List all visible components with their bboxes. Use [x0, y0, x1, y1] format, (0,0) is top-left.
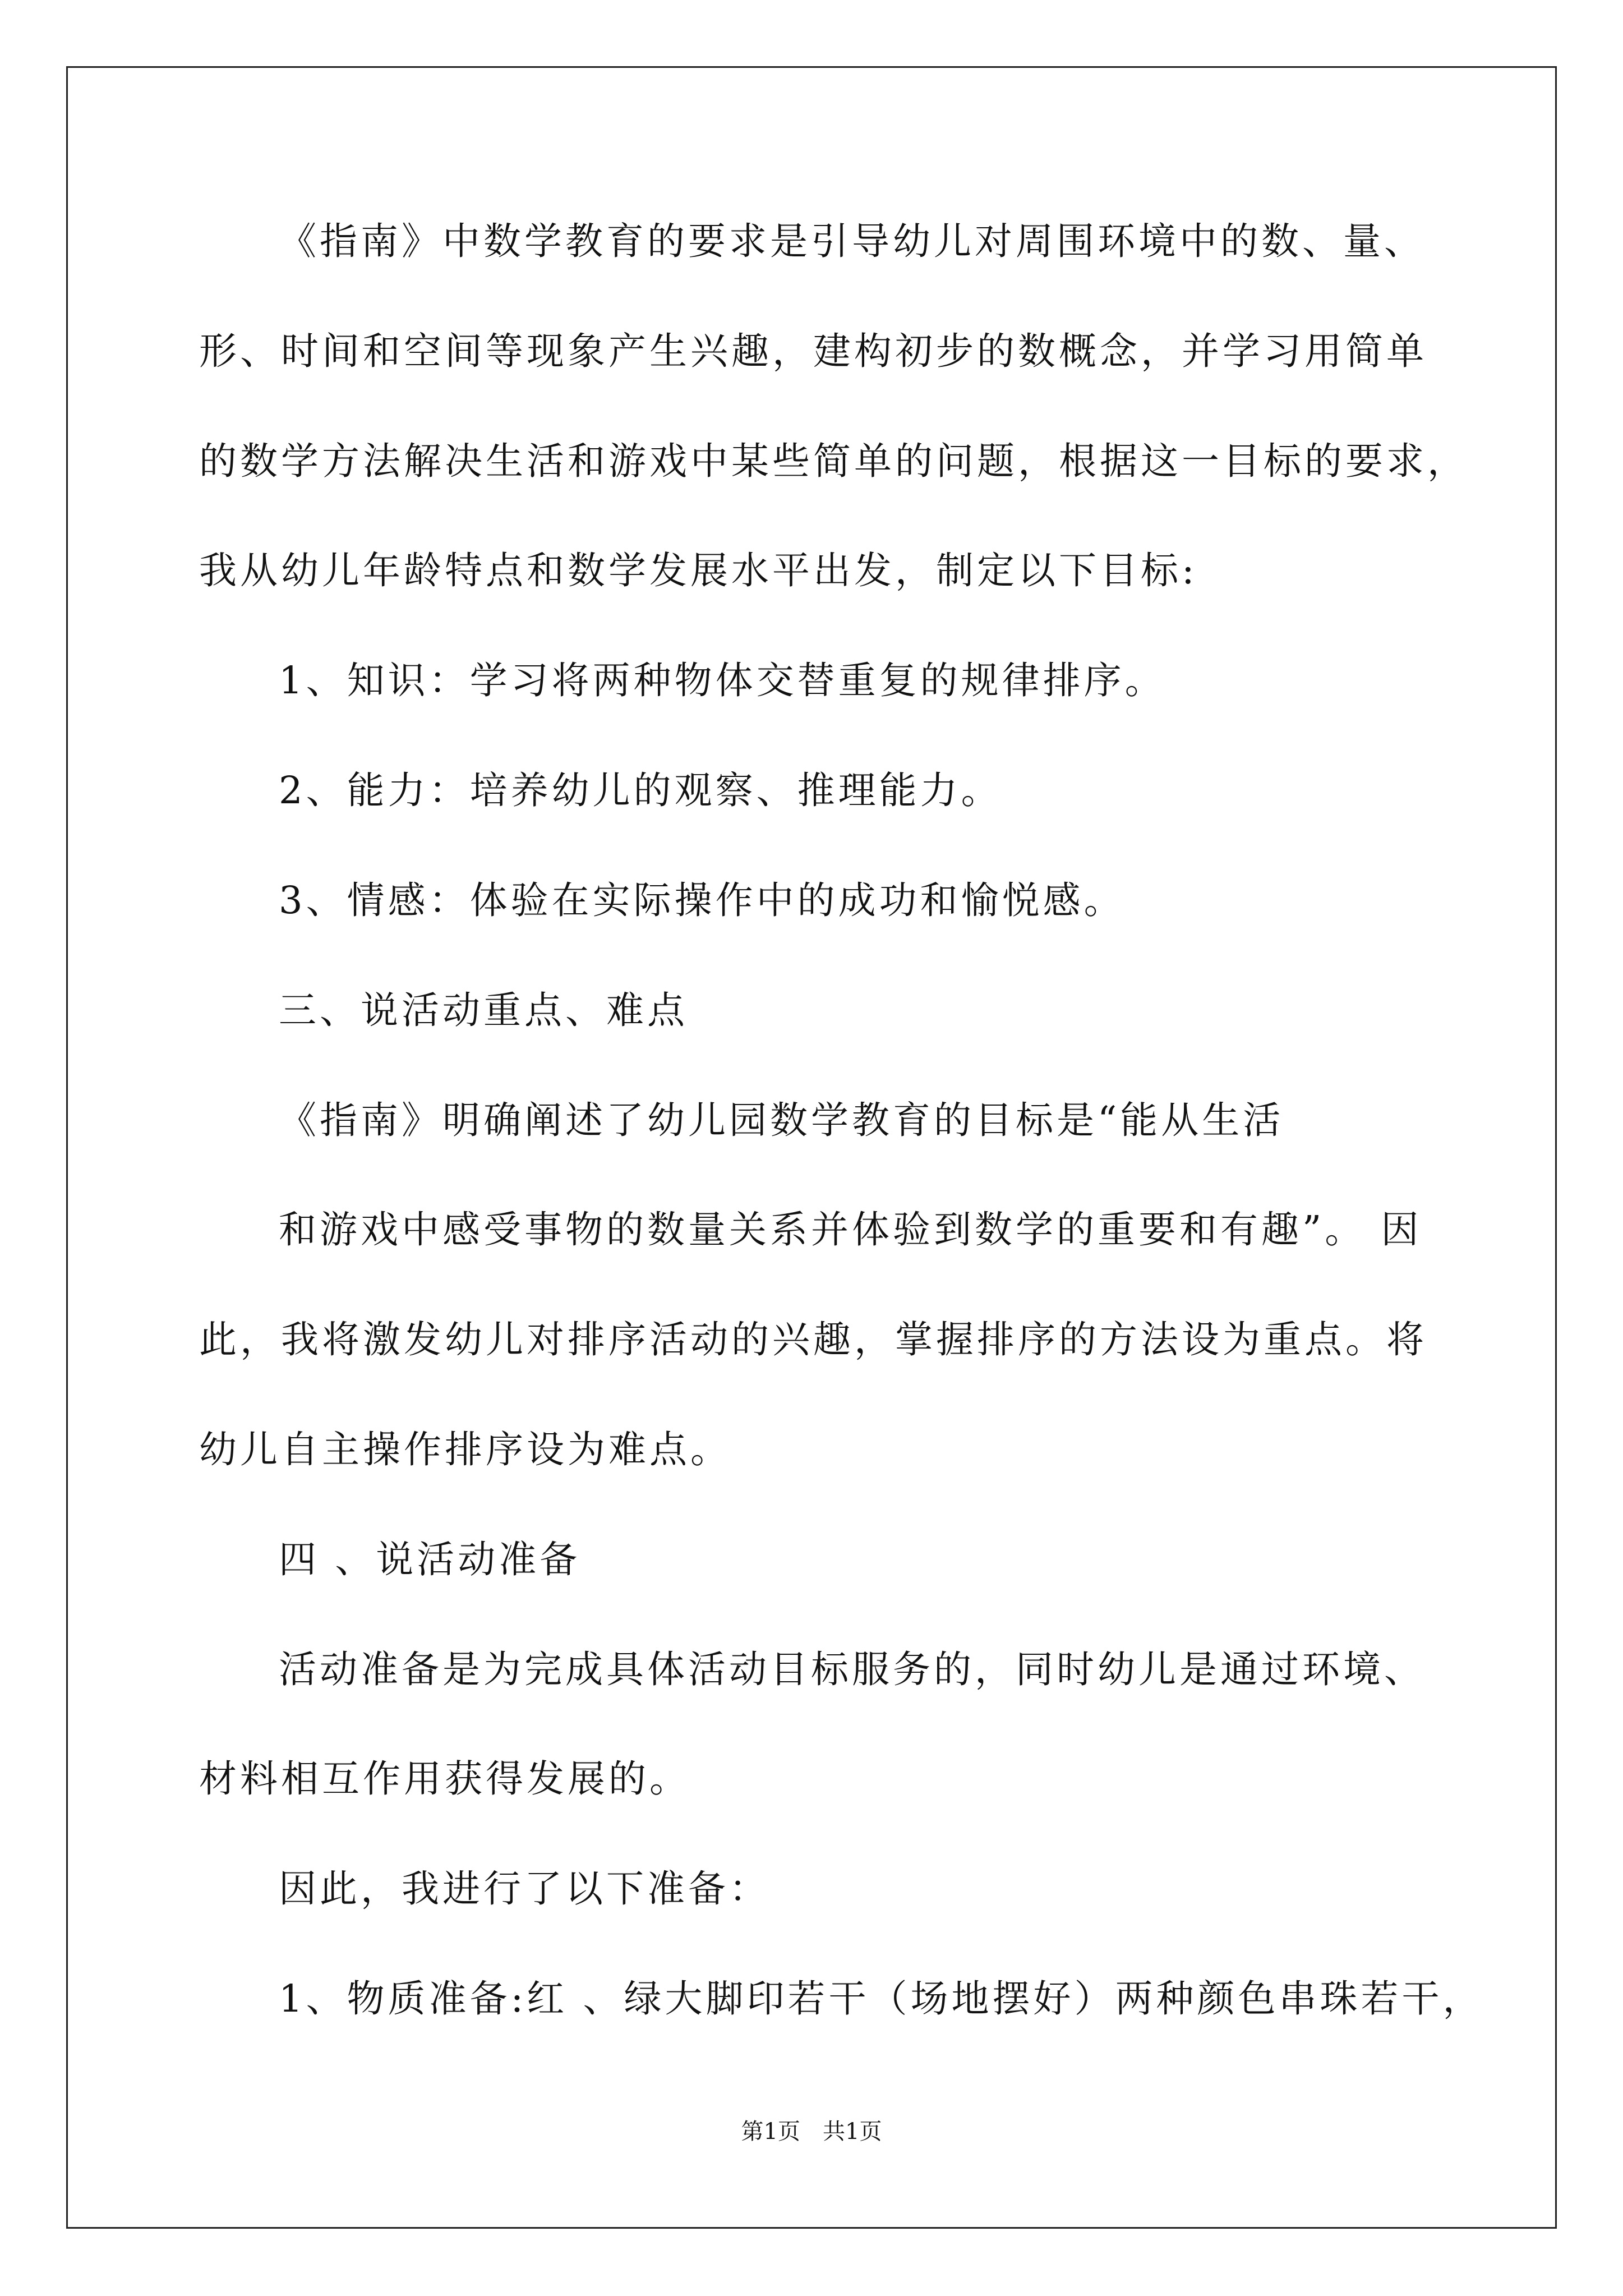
paragraph-line: 《指南》中数学教育的要求是引导幼儿对周围环境中的数、量、 — [279, 219, 1425, 263]
section-heading: 三、说活动重点、难点 — [279, 988, 688, 1032]
paragraph-line: 因此，我进行了以下准备： — [279, 1867, 770, 1911]
list-item: 1、知识：学习将两种物体交替重复的规律排序。 — [279, 659, 1166, 702]
paragraph-line: 材料相互作用获得发展的。 — [199, 1757, 690, 1801]
paragraph-line: 此，我将激发幼儿对排序活动的兴趣，掌握排序的方法设为重点。将 — [199, 1318, 1427, 1361]
paragraph-line: 和游戏中感受事物的数量关系并体验到数学的重要和有趣”。 因 — [279, 1208, 1422, 1251]
paragraph-line: 我从幼儿年龄特点和数学发展水平出发，制定以下目标: — [199, 549, 1198, 592]
paragraph-line: 形、时间和空间等现象产生兴趣，建构初步的数概念，并学习用简单 — [199, 329, 1427, 373]
page-footer: 第1页 共1页 — [741, 2119, 882, 2145]
paragraph-line: 幼儿自主操作排序设为难点。 — [199, 1428, 731, 1471]
paragraph-line: 活动准备是为完成具体活动目标服务的，同时幼儿是通过环境、 — [279, 1648, 1425, 1691]
list-item: 1、物质准备:红 、绿大脚印若干（场地摆好）两种颜色串珠若干， — [279, 1977, 1484, 2021]
list-item: 3、情感：体验在实际操作中的成功和愉悦感。 — [279, 878, 1125, 922]
paragraph-line: 的数学方法解决生活和游戏中某些简单的问题，根据这一目标的要求， — [199, 439, 1468, 483]
section-heading: 四 、说活动准备 — [279, 1538, 581, 1581]
list-item: 2、能力：培养幼儿的观察、推理能力。 — [279, 769, 1002, 812]
paragraph-line: 《指南》明确阐述了幼儿园数学教育的目标是“能从生活 — [279, 1098, 1284, 1142]
